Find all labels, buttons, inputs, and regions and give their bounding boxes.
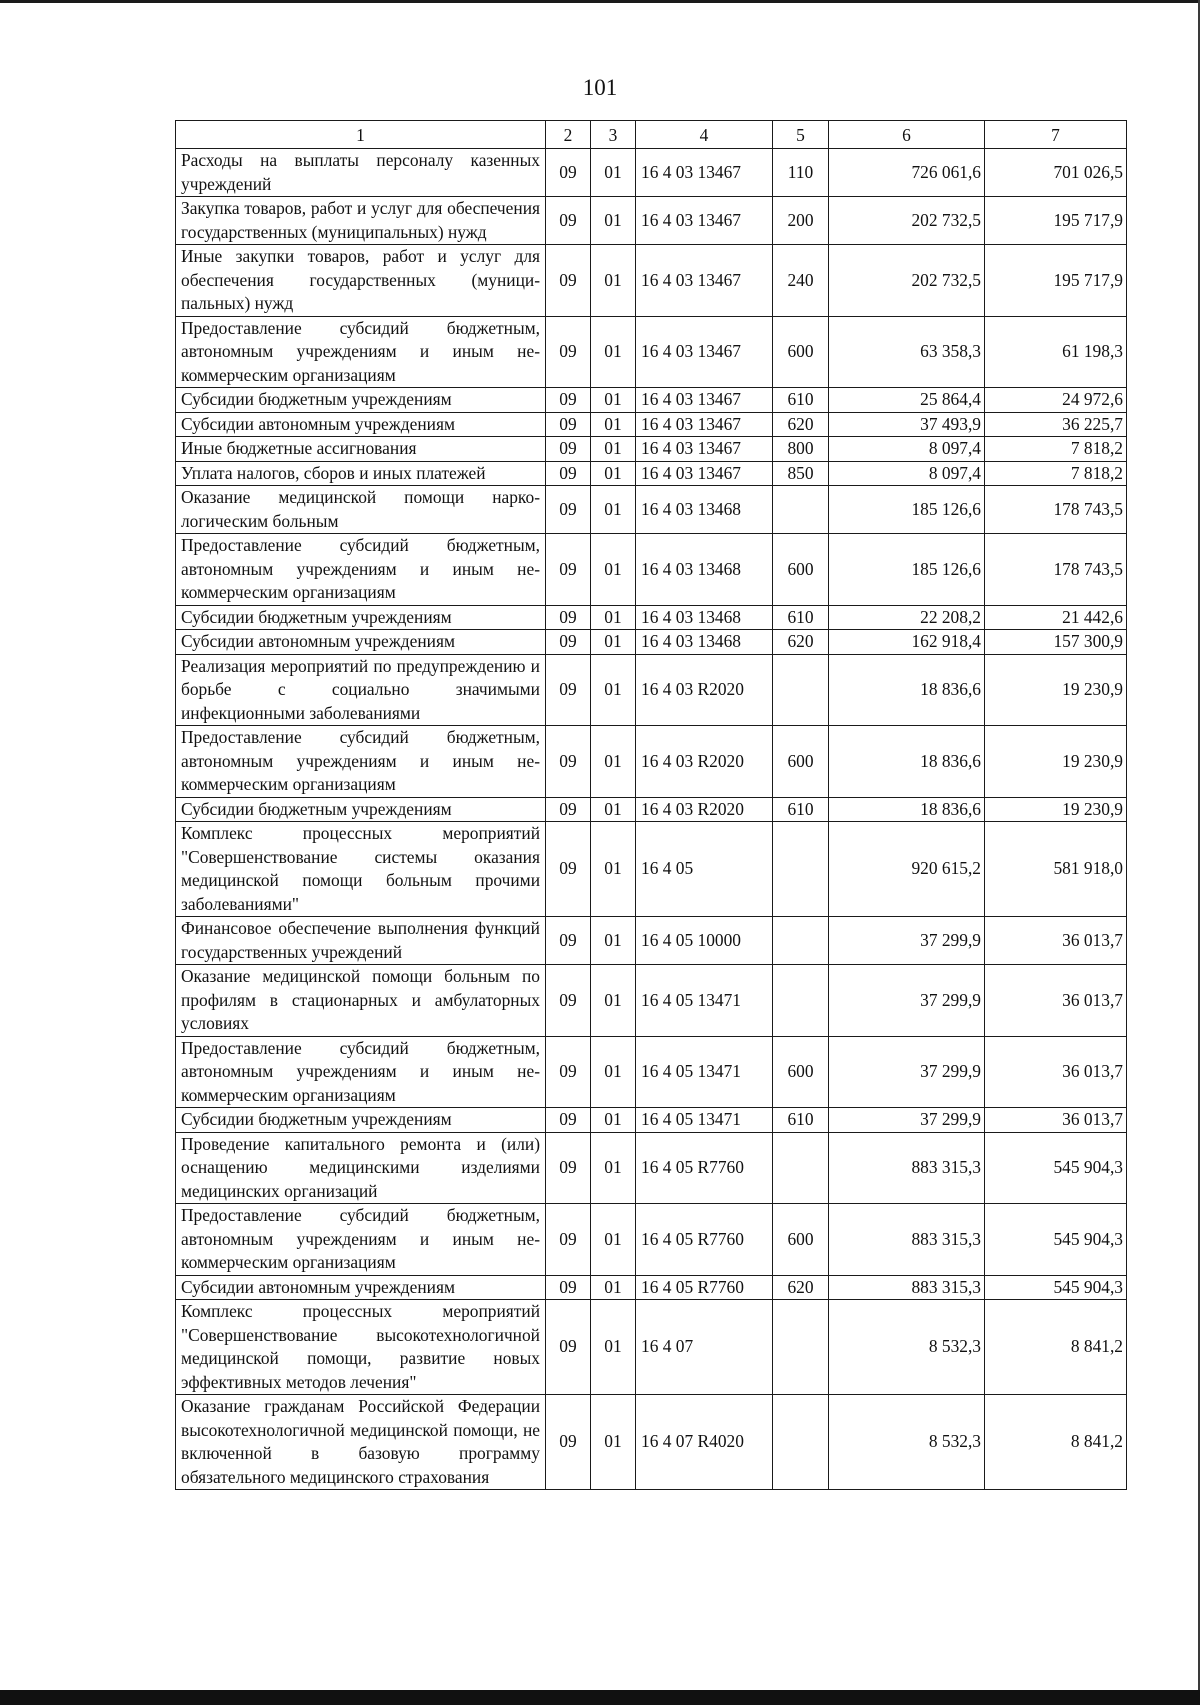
scan-top-edge: [0, 0, 1200, 3]
cell-target-article: 16 4 05 13471: [636, 1036, 773, 1108]
cell-amount-year2: 36 013,7: [985, 917, 1127, 965]
cell-podrazdel: 01: [591, 461, 636, 486]
cell-expense-type: 600: [773, 534, 829, 606]
cell-name: Финансовое обеспечение выполнения функций государственных учреждений: [176, 917, 546, 965]
cell-expense-type: [773, 822, 829, 917]
table-row: [176, 630, 1127, 655]
cell-target-article: 16 4 03 13467: [636, 437, 773, 462]
cell-podrazdel: 01: [591, 316, 636, 388]
cell-amount-year2: 581 918,0: [985, 822, 1127, 917]
table-body: [176, 149, 1127, 1490]
cell-amount-year1: 37 493,9: [829, 412, 985, 437]
table-row: [176, 822, 1127, 917]
cell-amount-year2: 24 972,6: [985, 388, 1127, 413]
cell-expense-type: 110: [773, 149, 829, 197]
cell-amount-year1: 8 097,4: [829, 461, 985, 486]
cell-razdel: 09: [546, 316, 591, 388]
cell-razdel: 09: [546, 388, 591, 413]
cell-name: Предоставление субсидий бюджетным, автономным учреждениям и иным некоммерческим организациям: [176, 316, 546, 388]
cell-razdel: 09: [546, 1108, 591, 1133]
cell-amount-year2: 178 743,5: [985, 534, 1127, 606]
cell-podrazdel: 01: [591, 1036, 636, 1108]
cell-target-article: 16 4 03 13468: [636, 630, 773, 655]
cell-amount-year1: 18 836,6: [829, 654, 985, 726]
cell-razdel: 09: [546, 197, 591, 245]
cell-razdel: 09: [546, 1132, 591, 1204]
cell-razdel: 09: [546, 245, 591, 317]
cell-name: Предоставление субсидий бюджетным, автономным учреждениям и иным некоммерческим организациям: [176, 726, 546, 798]
table-row: [176, 965, 1127, 1037]
cell-amount-year1: 37 299,9: [829, 965, 985, 1037]
cell-amount-year1: 726 061,6: [829, 149, 985, 197]
cell-razdel: 09: [546, 965, 591, 1037]
cell-name: Субсидии бюджетным учреждениям: [176, 605, 546, 630]
cell-expense-type: 610: [773, 388, 829, 413]
col-header-5: 5: [773, 121, 829, 149]
cell-razdel: 09: [546, 917, 591, 965]
page-number: 101: [582, 75, 618, 100]
cell-podrazdel: 01: [591, 630, 636, 655]
cell-amount-year2: 8 841,2: [985, 1300, 1127, 1395]
table-row: [176, 797, 1127, 822]
cell-amount-year1: 18 836,6: [829, 726, 985, 798]
cell-razdel: 09: [546, 630, 591, 655]
cell-name: Расходы на выплаты персоналу казенных учреждений: [176, 149, 546, 197]
col-header-3: 3: [591, 121, 636, 149]
table-row: [176, 1395, 1127, 1490]
cell-podrazdel: 01: [591, 437, 636, 462]
cell-podrazdel: 01: [591, 726, 636, 798]
table-row: [176, 605, 1127, 630]
cell-podrazdel: 01: [591, 965, 636, 1037]
header-row: [176, 121, 1127, 149]
cell-podrazdel: 01: [591, 797, 636, 822]
cell-target-article: 16 4 03 13468: [636, 605, 773, 630]
cell-podrazdel: 01: [591, 1108, 636, 1133]
cell-target-article: 16 4 05 R7760: [636, 1132, 773, 1204]
cell-name: Иные закупки товаров, работ и услуг для обеспечения государственных (муниципальных) нужд: [176, 245, 546, 317]
table-row: [176, 316, 1127, 388]
cell-target-article: 16 4 05 10000: [636, 917, 773, 965]
cell-target-article: 16 4 03 13467: [636, 245, 773, 317]
cell-podrazdel: 01: [591, 917, 636, 965]
table-row: [176, 654, 1127, 726]
cell-amount-year2: 36 013,7: [985, 1108, 1127, 1133]
table-row: [176, 534, 1127, 606]
cell-expense-type: 200: [773, 197, 829, 245]
cell-expense-type: 240: [773, 245, 829, 317]
col-header-2: 2: [546, 121, 591, 149]
table-row: [176, 486, 1127, 534]
cell-amount-year2: 195 717,9: [985, 197, 1127, 245]
cell-amount-year2: 21 442,6: [985, 605, 1127, 630]
cell-amount-year2: 61 198,3: [985, 316, 1127, 388]
cell-name: Оказание медицинской помощи наркологическим больным: [176, 486, 546, 534]
cell-amount-year1: 185 126,6: [829, 486, 985, 534]
cell-amount-year1: 22 208,2: [829, 605, 985, 630]
cell-expense-type: 610: [773, 605, 829, 630]
cell-target-article: 16 4 05 R7760: [636, 1275, 773, 1300]
cell-expense-type: 850: [773, 461, 829, 486]
cell-amount-year2: 545 904,3: [985, 1275, 1127, 1300]
cell-amount-year1: 37 299,9: [829, 1108, 985, 1133]
cell-razdel: 09: [546, 437, 591, 462]
cell-name: Закупка товаров, работ и услуг для обеспечения государственных (муниципальных) нужд: [176, 197, 546, 245]
cell-amount-year2: 545 904,3: [985, 1132, 1127, 1204]
budget-table: [175, 120, 1127, 1490]
table-row: [176, 197, 1127, 245]
cell-target-article: 16 4 03 13467: [636, 461, 773, 486]
cell-amount-year2: 36 225,7: [985, 412, 1127, 437]
cell-amount-year1: 162 918,4: [829, 630, 985, 655]
cell-amount-year1: 18 836,6: [829, 797, 985, 822]
cell-amount-year1: 202 732,5: [829, 197, 985, 245]
cell-razdel: 09: [546, 149, 591, 197]
table-row: [176, 726, 1127, 798]
cell-razdel: 09: [546, 822, 591, 917]
cell-target-article: 16 4 03 13467: [636, 388, 773, 413]
cell-amount-year1: 920 615,2: [829, 822, 985, 917]
cell-expense-type: [773, 1300, 829, 1395]
cell-amount-year2: 19 230,9: [985, 797, 1127, 822]
cell-amount-year2: 7 818,2: [985, 461, 1127, 486]
cell-razdel: 09: [546, 797, 591, 822]
cell-name: Субсидии бюджетным учреждениям: [176, 797, 546, 822]
cell-razdel: 09: [546, 412, 591, 437]
col-header-7: 7: [985, 121, 1127, 149]
cell-razdel: 09: [546, 1395, 591, 1490]
cell-razdel: 09: [546, 1300, 591, 1395]
cell-expense-type: 620: [773, 1275, 829, 1300]
cell-amount-year1: 185 126,6: [829, 534, 985, 606]
cell-expense-type: 610: [773, 797, 829, 822]
cell-target-article: 16 4 07 R4020: [636, 1395, 773, 1490]
cell-podrazdel: 01: [591, 654, 636, 726]
cell-podrazdel: 01: [591, 149, 636, 197]
cell-amount-year1: 202 732,5: [829, 245, 985, 317]
cell-amount-year1: 883 315,3: [829, 1132, 985, 1204]
cell-razdel: 09: [546, 1275, 591, 1300]
cell-razdel: 09: [546, 1204, 591, 1276]
cell-expense-type: 610: [773, 1108, 829, 1133]
cell-name: Субсидии автономным учреждениям: [176, 1275, 546, 1300]
cell-target-article: 16 4 05 13471: [636, 1108, 773, 1133]
cell-name: Комплекс процессных мероприятий "Совершенствование системы оказания медицинской помощи больным прочими заболеваниями": [176, 822, 546, 917]
cell-expense-type: [773, 917, 829, 965]
cell-podrazdel: 01: [591, 486, 636, 534]
cell-name: Субсидии бюджетным учреждениям: [176, 1108, 546, 1133]
cell-name: Комплекс процессных мероприятий "Совершенствование высокотехнологичной медицинской помощи, развитие новых эффективных методов лечения": [176, 1300, 546, 1395]
cell-amount-year2: 545 904,3: [985, 1204, 1127, 1276]
cell-amount-year2: 7 818,2: [985, 437, 1127, 462]
cell-target-article: 16 4 05: [636, 822, 773, 917]
cell-podrazdel: 01: [591, 412, 636, 437]
cell-name: Субсидии автономным учреждениям: [176, 412, 546, 437]
table-row: [176, 1204, 1127, 1276]
cell-razdel: 09: [546, 486, 591, 534]
cell-amount-year1: 25 864,4: [829, 388, 985, 413]
cell-amount-year2: 178 743,5: [985, 486, 1127, 534]
cell-amount-year1: 8 097,4: [829, 437, 985, 462]
cell-target-article: 16 4 03 13467: [636, 197, 773, 245]
cell-target-article: 16 4 03 13467: [636, 316, 773, 388]
table-row: [176, 1036, 1127, 1108]
cell-name: Субсидии автономным учреждениям: [176, 630, 546, 655]
cell-name: Иные бюджетные ассигнования: [176, 437, 546, 462]
scan-bottom-band: [0, 1690, 1200, 1705]
cell-podrazdel: 01: [591, 245, 636, 317]
cell-podrazdel: 01: [591, 388, 636, 413]
table-row: [176, 1108, 1127, 1133]
cell-name: Оказание медицинской помощи больным по профилям в стационарных и амбулаторных условиях: [176, 965, 546, 1037]
cell-amount-year2: 36 013,7: [985, 965, 1127, 1037]
cell-amount-year1: 37 299,9: [829, 1036, 985, 1108]
cell-target-article: 16 4 03 13467: [636, 149, 773, 197]
cell-podrazdel: 01: [591, 534, 636, 606]
table-row: [176, 1300, 1127, 1395]
cell-podrazdel: 01: [591, 605, 636, 630]
cell-razdel: 09: [546, 726, 591, 798]
cell-amount-year2: 36 013,7: [985, 1036, 1127, 1108]
col-header-1: 1: [176, 121, 546, 149]
cell-target-article: 16 4 05 R7760: [636, 1204, 773, 1276]
cell-name: Оказание гражданам Российской Федерации высокотехнологичной медицинской помощи, не включенной в базовую программу обязательного медицинского страхования: [176, 1395, 546, 1490]
cell-target-article: 16 4 07: [636, 1300, 773, 1395]
cell-name: Субсидии бюджетным учреждениям: [176, 388, 546, 413]
cell-name: Предоставление субсидий бюджетным, автономным учреждениям и иным некоммерческим организациям: [176, 534, 546, 606]
cell-expense-type: 620: [773, 630, 829, 655]
cell-name: Предоставление субсидий бюджетным, автономным учреждениям и иным некоммерческим организациям: [176, 1036, 546, 1108]
cell-amount-year2: 19 230,9: [985, 654, 1127, 726]
col-header-4: 4: [636, 121, 773, 149]
cell-expense-type: 600: [773, 1036, 829, 1108]
table-row: [176, 461, 1127, 486]
cell-podrazdel: 01: [591, 822, 636, 917]
cell-name: Уплата налогов, сборов и иных платежей: [176, 461, 546, 486]
cell-razdel: 09: [546, 534, 591, 606]
cell-expense-type: 800: [773, 437, 829, 462]
cell-podrazdel: 01: [591, 1204, 636, 1276]
cell-amount-year1: 8 532,3: [829, 1300, 985, 1395]
cell-target-article: 16 4 03 13468: [636, 486, 773, 534]
cell-amount-year1: 8 532,3: [829, 1395, 985, 1490]
cell-target-article: 16 4 03 R2020: [636, 797, 773, 822]
cell-podrazdel: 01: [591, 1275, 636, 1300]
cell-expense-type: 600: [773, 726, 829, 798]
table-row: [176, 245, 1127, 317]
cell-amount-year2: 19 230,9: [985, 726, 1127, 798]
cell-target-article: 16 4 03 R2020: [636, 654, 773, 726]
cell-target-article: 16 4 03 13467: [636, 412, 773, 437]
cell-podrazdel: 01: [591, 1300, 636, 1395]
cell-amount-year2: 8 841,2: [985, 1395, 1127, 1490]
cell-target-article: 16 4 05 13471: [636, 965, 773, 1037]
cell-amount-year2: 157 300,9: [985, 630, 1127, 655]
cell-name: Предоставление субсидий бюджетным, автономным учреждениям и иным некоммерческим организациям: [176, 1204, 546, 1276]
cell-name: Реализация мероприятий по предупреждению и борьбе с социально значимыми инфекционными заболеваниями: [176, 654, 546, 726]
cell-expense-type: [773, 654, 829, 726]
table-row: [176, 437, 1127, 462]
col-header-6: 6: [829, 121, 985, 149]
table-row: [176, 149, 1127, 197]
cell-razdel: 09: [546, 654, 591, 726]
cell-podrazdel: 01: [591, 1395, 636, 1490]
cell-amount-year1: 883 315,3: [829, 1275, 985, 1300]
cell-target-article: 16 4 03 R2020: [636, 726, 773, 798]
cell-razdel: 09: [546, 1036, 591, 1108]
cell-amount-year2: 195 717,9: [985, 245, 1127, 317]
cell-name: Проведение капитального ремонта и (или) оснащению медицинскими изделиями медицинских организаций: [176, 1132, 546, 1204]
cell-expense-type: [773, 486, 829, 534]
cell-amount-year1: 883 315,3: [829, 1204, 985, 1276]
cell-amount-year1: 63 358,3: [829, 316, 985, 388]
cell-razdel: 09: [546, 461, 591, 486]
table-row: [176, 1275, 1127, 1300]
table-row: [176, 388, 1127, 413]
cell-expense-type: 600: [773, 316, 829, 388]
cell-target-article: 16 4 03 13468: [636, 534, 773, 606]
cell-expense-type: [773, 965, 829, 1037]
cell-expense-type: 600: [773, 1204, 829, 1276]
table-row: [176, 917, 1127, 965]
cell-expense-type: 620: [773, 412, 829, 437]
cell-expense-type: [773, 1132, 829, 1204]
table-row: [176, 1132, 1127, 1204]
table-row: [176, 412, 1127, 437]
cell-amount-year2: 701 026,5: [985, 149, 1127, 197]
cell-razdel: 09: [546, 605, 591, 630]
cell-amount-year1: 37 299,9: [829, 917, 985, 965]
cell-podrazdel: 01: [591, 1132, 636, 1204]
cell-expense-type: [773, 1395, 829, 1490]
cell-podrazdel: 01: [591, 197, 636, 245]
